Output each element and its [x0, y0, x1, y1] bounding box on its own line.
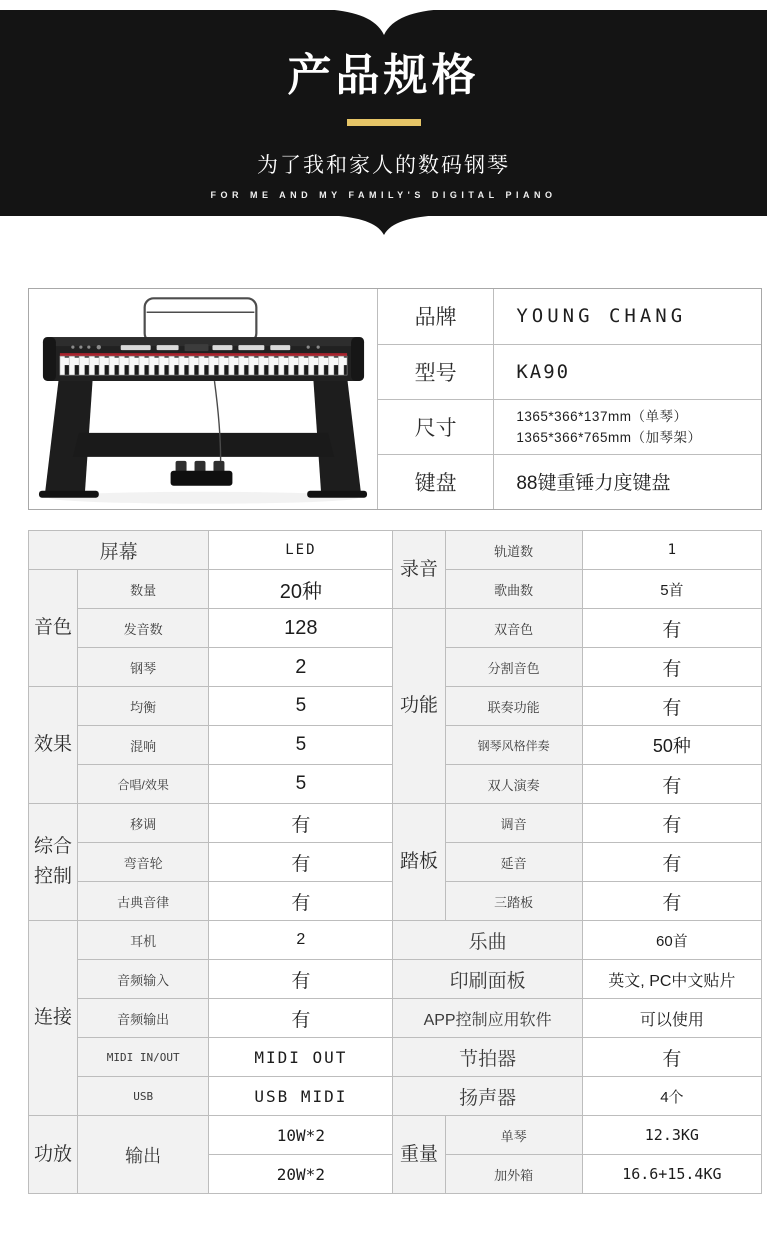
banner-bottom-tab-shape — [328, 215, 440, 235]
banner-top-notch-shape — [323, 9, 445, 35]
table-row — [29, 609, 762, 648]
spec-label: 双人演奏 — [445, 765, 582, 804]
spec-label: 单琴 — [445, 1116, 582, 1155]
table-row — [378, 399, 762, 454]
spec-value: 5 — [209, 726, 393, 765]
spec-label: 音频输入 — [78, 960, 209, 999]
spec-value: 有 — [209, 804, 393, 843]
spec-value: 有 — [582, 804, 761, 843]
spec-value: 有 — [582, 1038, 761, 1077]
spec-group-label: 功能 — [393, 609, 445, 804]
table-row — [378, 454, 762, 509]
spec-label: 古典音律 — [78, 882, 209, 921]
info-value-brand: YOUNG CHANG — [494, 289, 761, 344]
page-title: 产品规格 — [287, 51, 480, 100]
banner-subtitle: 为了我和家人的数码钢琴 — [257, 154, 510, 177]
table-row — [29, 804, 762, 843]
spec-label: 耳机 — [78, 921, 209, 960]
spec-label: 均衡 — [78, 687, 209, 726]
gold-divider — [347, 119, 421, 126]
spec-value: 12.3KG — [582, 1116, 761, 1155]
spec-value: MIDI OUT — [209, 1038, 393, 1077]
info-label: 尺寸 — [378, 399, 494, 454]
spec-value: 20种 — [209, 570, 393, 609]
dimension-line: 1365*366*137mm（单琴） — [516, 408, 688, 424]
spec-value: 5首 — [582, 570, 761, 609]
spec-group-label: 踏板 — [393, 804, 445, 921]
spec-value: 有 — [582, 765, 761, 804]
info-value-dimensions — [494, 399, 761, 454]
table-row — [29, 1116, 762, 1155]
table-row — [29, 960, 762, 999]
table-row — [29, 921, 762, 960]
info-value-model: KA90 — [494, 344, 761, 399]
spec-value: 2 — [209, 648, 393, 687]
spec-label: 数量 — [78, 570, 209, 609]
spec-label: 钢琴 — [78, 648, 209, 687]
spec-label: 乐曲 — [393, 921, 582, 960]
spec-label: 三踏板 — [445, 882, 582, 921]
spec-value: 2 — [209, 921, 393, 960]
spec-value: 20W*2 — [209, 1155, 393, 1194]
digital-piano-illustration — [29, 289, 377, 509]
spec-value: 有 — [209, 882, 393, 921]
spec-group-label: 效果 — [29, 687, 78, 804]
banner-subtitle-en: FOR ME AND MY FAMILY'S DIGITAL PIANO — [210, 190, 557, 200]
spec-label: 音频输出 — [78, 999, 209, 1038]
spec-label: 钢琴风格伴奏 — [445, 726, 582, 765]
info-value-keyboard: 88键重锤力度键盘 — [494, 454, 761, 509]
spec-value: 有 — [582, 609, 761, 648]
product-info-table — [377, 289, 761, 509]
spec-value: 有 — [582, 882, 761, 921]
spec-label: 轨道数 — [445, 531, 582, 570]
spec-label: 印刷面板 — [393, 960, 582, 999]
spec-label: APP控制应用软件 — [393, 999, 582, 1038]
product-summary-section — [28, 288, 762, 510]
spec-value: 4个 — [582, 1077, 761, 1116]
spec-label: 输出 — [78, 1116, 209, 1194]
spec-label: USB — [78, 1077, 209, 1116]
spec-group-label: 连接 — [29, 921, 78, 1116]
spec-label: 歌曲数 — [445, 570, 582, 609]
spec-label: 混响 — [78, 726, 209, 765]
spec-group-label: 录音 — [393, 531, 445, 609]
spec-value: 有 — [209, 999, 393, 1038]
product-image-box — [29, 289, 377, 509]
table-row — [29, 999, 762, 1038]
spec-table — [28, 530, 762, 1194]
spec-value: 英文, PC中文贴片 — [582, 960, 761, 999]
spec-value: 5 — [209, 687, 393, 726]
spec-value: 有 — [582, 648, 761, 687]
spec-value: 10W*2 — [209, 1116, 393, 1155]
table-row — [29, 1038, 762, 1077]
spec-label: 双音色 — [445, 609, 582, 648]
info-label: 型号 — [378, 344, 494, 399]
content-area — [28, 288, 762, 1194]
spec-label: 分割音色 — [445, 648, 582, 687]
table-row — [378, 344, 762, 399]
header-banner — [0, 10, 767, 216]
spec-label: 调音 — [445, 804, 582, 843]
spec-label: 发音数 — [78, 609, 209, 648]
spec-group-label: 重量 — [393, 1116, 445, 1194]
dimension-line: 1365*366*765mm（加琴架） — [516, 429, 702, 445]
spec-value: 128 — [209, 609, 393, 648]
spec-label: 扬声器 — [393, 1077, 582, 1116]
spec-value: 有 — [582, 843, 761, 882]
spec-label: 弯音轮 — [78, 843, 209, 882]
table-row — [378, 289, 762, 344]
spec-value: LED — [209, 531, 393, 570]
spec-group-label: 综合控制 — [29, 804, 78, 921]
info-label: 键盘 — [378, 454, 494, 509]
spec-label: 节拍器 — [393, 1038, 582, 1077]
spec-value: 1 — [582, 531, 761, 570]
spec-value: 有 — [209, 960, 393, 999]
spec-group-label: 功放 — [29, 1116, 78, 1194]
spec-label: 屏幕 — [29, 531, 209, 570]
table-row — [29, 531, 762, 570]
spec-label: 延音 — [445, 843, 582, 882]
spec-value: 60首 — [582, 921, 761, 960]
spec-value: 5 — [209, 765, 393, 804]
spec-value: 16.6+15.4KG — [582, 1155, 761, 1194]
spec-value: 可以使用 — [582, 999, 761, 1038]
spec-group-label: 音色 — [29, 570, 78, 687]
spec-label: MIDI IN/OUT — [78, 1038, 209, 1077]
table-row — [29, 1077, 762, 1116]
spec-label: 合唱/效果 — [78, 765, 209, 804]
spec-label: 加外箱 — [445, 1155, 582, 1194]
spec-label: 联奏功能 — [445, 687, 582, 726]
spec-label: 移调 — [78, 804, 209, 843]
spec-value: 50种 — [582, 726, 761, 765]
spec-value: 有 — [582, 687, 761, 726]
spec-value: USB MIDI — [209, 1077, 393, 1116]
spec-value: 有 — [209, 843, 393, 882]
info-label: 品牌 — [378, 289, 494, 344]
